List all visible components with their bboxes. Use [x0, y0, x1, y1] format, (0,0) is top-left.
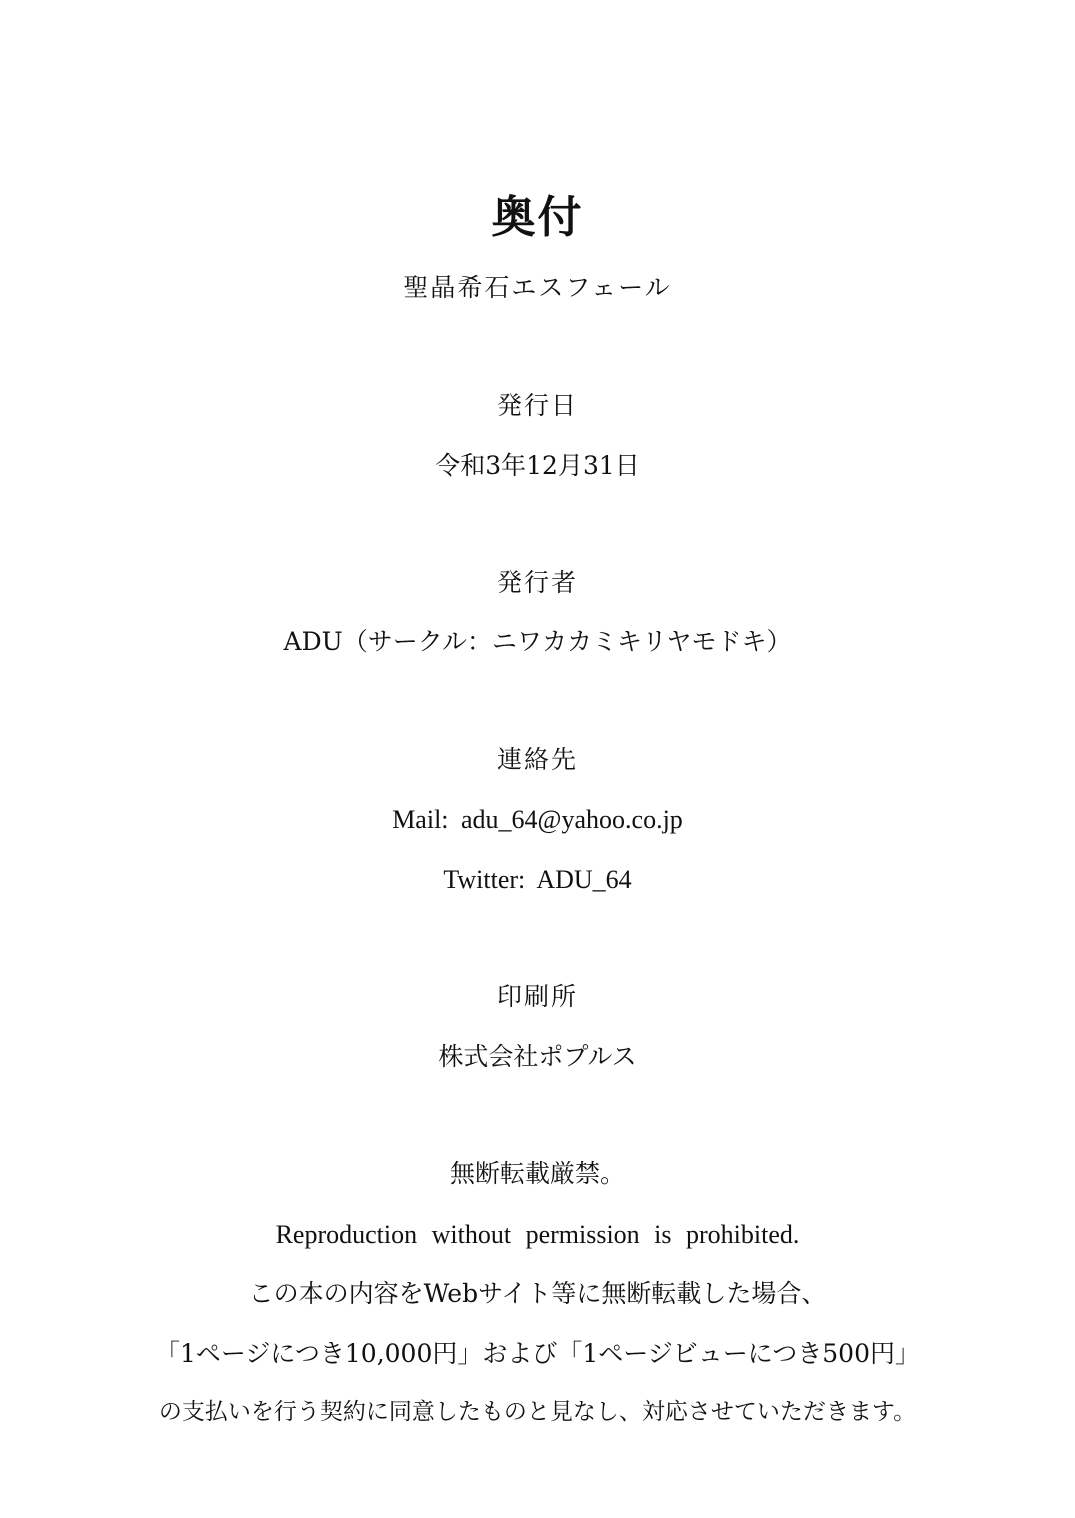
contact-heading: 連絡先 — [496, 745, 578, 774]
contact-mail: Mail: adu_64@yahoo.co.jp — [392, 805, 683, 834]
work-title: 聖晶希石エスフェール — [403, 273, 672, 302]
notice-english: Reproduction without permission is prohibited. — [275, 1220, 800, 1249]
printer-value: 株式会社ポプルス — [438, 1042, 637, 1071]
printer-heading: 印刷所 — [496, 982, 578, 1011]
publish-date-value: 令和3年12月31日 — [435, 451, 640, 480]
contact-twitter: Twitter: ADU_64 — [443, 865, 632, 894]
notice-line-5: の支払いを行う契約に同意したものと見なし、対応させていただきます。 — [158, 1399, 917, 1425]
page-title: 奥付 — [491, 192, 584, 243]
publisher-value: ADU（サークル：ニワカカミキリヤモドキ） — [283, 627, 792, 656]
notice-line-4: 「1ページにつき10,000円」および「1ページビューにつき500円」 — [154, 1339, 920, 1368]
publisher-heading: 発行者 — [496, 568, 578, 597]
notice-no-reprint: 無断転載厳禁。 — [449, 1159, 625, 1188]
publish-date-heading: 発行日 — [496, 391, 578, 420]
notice-line-3: この本の内容をWebサイト等に無断転載した場合、 — [248, 1279, 827, 1308]
